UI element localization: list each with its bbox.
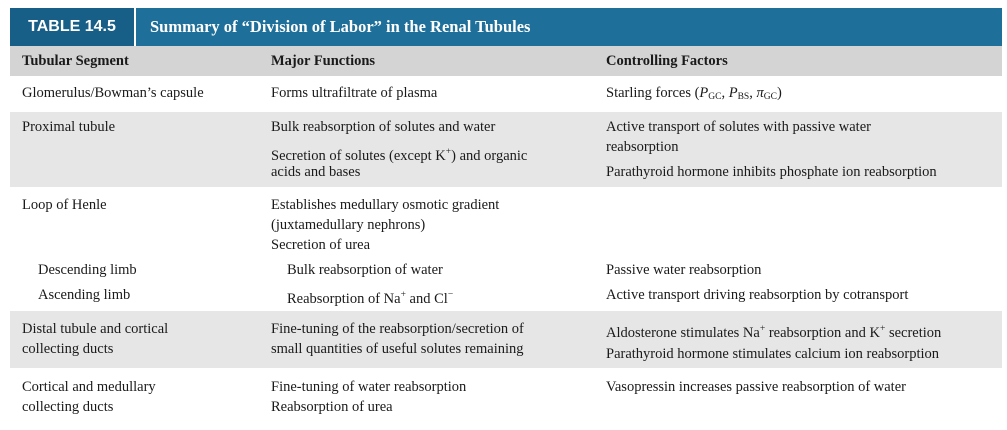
factor-cell: Parathyroid hormone inhibits phosphate ion reabsorption (606, 164, 937, 180)
function-cell: Forms ultrafiltrate of plasma (271, 85, 438, 101)
segment-cell: collecting ducts (22, 341, 114, 357)
table-title: Summary of “Division of Labor” in the Renal Tubules (150, 17, 531, 36)
header-row (10, 46, 1002, 76)
segment-cell: Ascending limb (38, 287, 131, 303)
factor-cell: Active transport driving reabsorption by cotransport (606, 287, 909, 303)
segment-cell: Glomerulus/Bowman’s capsule (22, 85, 204, 101)
segment-cell: collecting ducts (22, 399, 114, 415)
factor-cell: Starling forces ($P_{GC}$, $P_{BS}$, $\pi_{GC}$) (606, 85, 782, 102)
function-cell: Secretion of urea (271, 237, 371, 253)
function-cell: acids and bases (271, 164, 361, 180)
title-divider (134, 8, 136, 46)
function-cell: Fine-tuning of the reabsorption/secretion of (271, 321, 524, 337)
function-cell: (juxtamedullary nephrons) (271, 217, 426, 233)
column-header-functions: Major Functions (271, 53, 376, 69)
function-cell: Establishes medullary osmotic gradient (271, 197, 500, 213)
function-cell: Bulk reabsorption of water (287, 262, 443, 278)
factor-cell: Parathyroid hormone stimulates calcium ion reabsorption (606, 346, 940, 362)
segment-cell: Loop of Henle (22, 197, 107, 213)
factor-cell: reabsorption (606, 139, 679, 155)
column-header-segment: Tubular Segment (22, 53, 129, 69)
column-header-factors: Controlling Factors (606, 53, 728, 69)
segment-cell: Distal tubule and cortical (22, 321, 169, 337)
factor-cell: Vasopressin increases passive reabsorption of water (606, 379, 906, 395)
function-cell: Reabsorption of urea (271, 399, 393, 415)
segment-cell: Descending limb (38, 262, 137, 278)
function-cell: small quantities of useful solutes remaining (271, 341, 524, 357)
segment-cell: Proximal tubule (22, 119, 116, 135)
function-cell: Fine-tuning of water reabsorption (271, 379, 467, 395)
factor-cell: Passive water reabsorption (606, 262, 762, 278)
segment-cell: Cortical and medullary (22, 379, 156, 395)
table-label: TABLE 14.5 (10, 8, 134, 46)
function-cell: Secretion of solutes (except K+) and organic (271, 147, 528, 164)
function-cell: Reabsorption of Na+ and Cl− (287, 290, 454, 307)
function-cell: Bulk reabsorption of solutes and water (271, 119, 496, 135)
factor-cell: Active transport of solutes with passive water (606, 119, 871, 135)
factor-cell: Aldosterone stimulates Na+ reabsorption and K+ secretion (606, 324, 942, 341)
